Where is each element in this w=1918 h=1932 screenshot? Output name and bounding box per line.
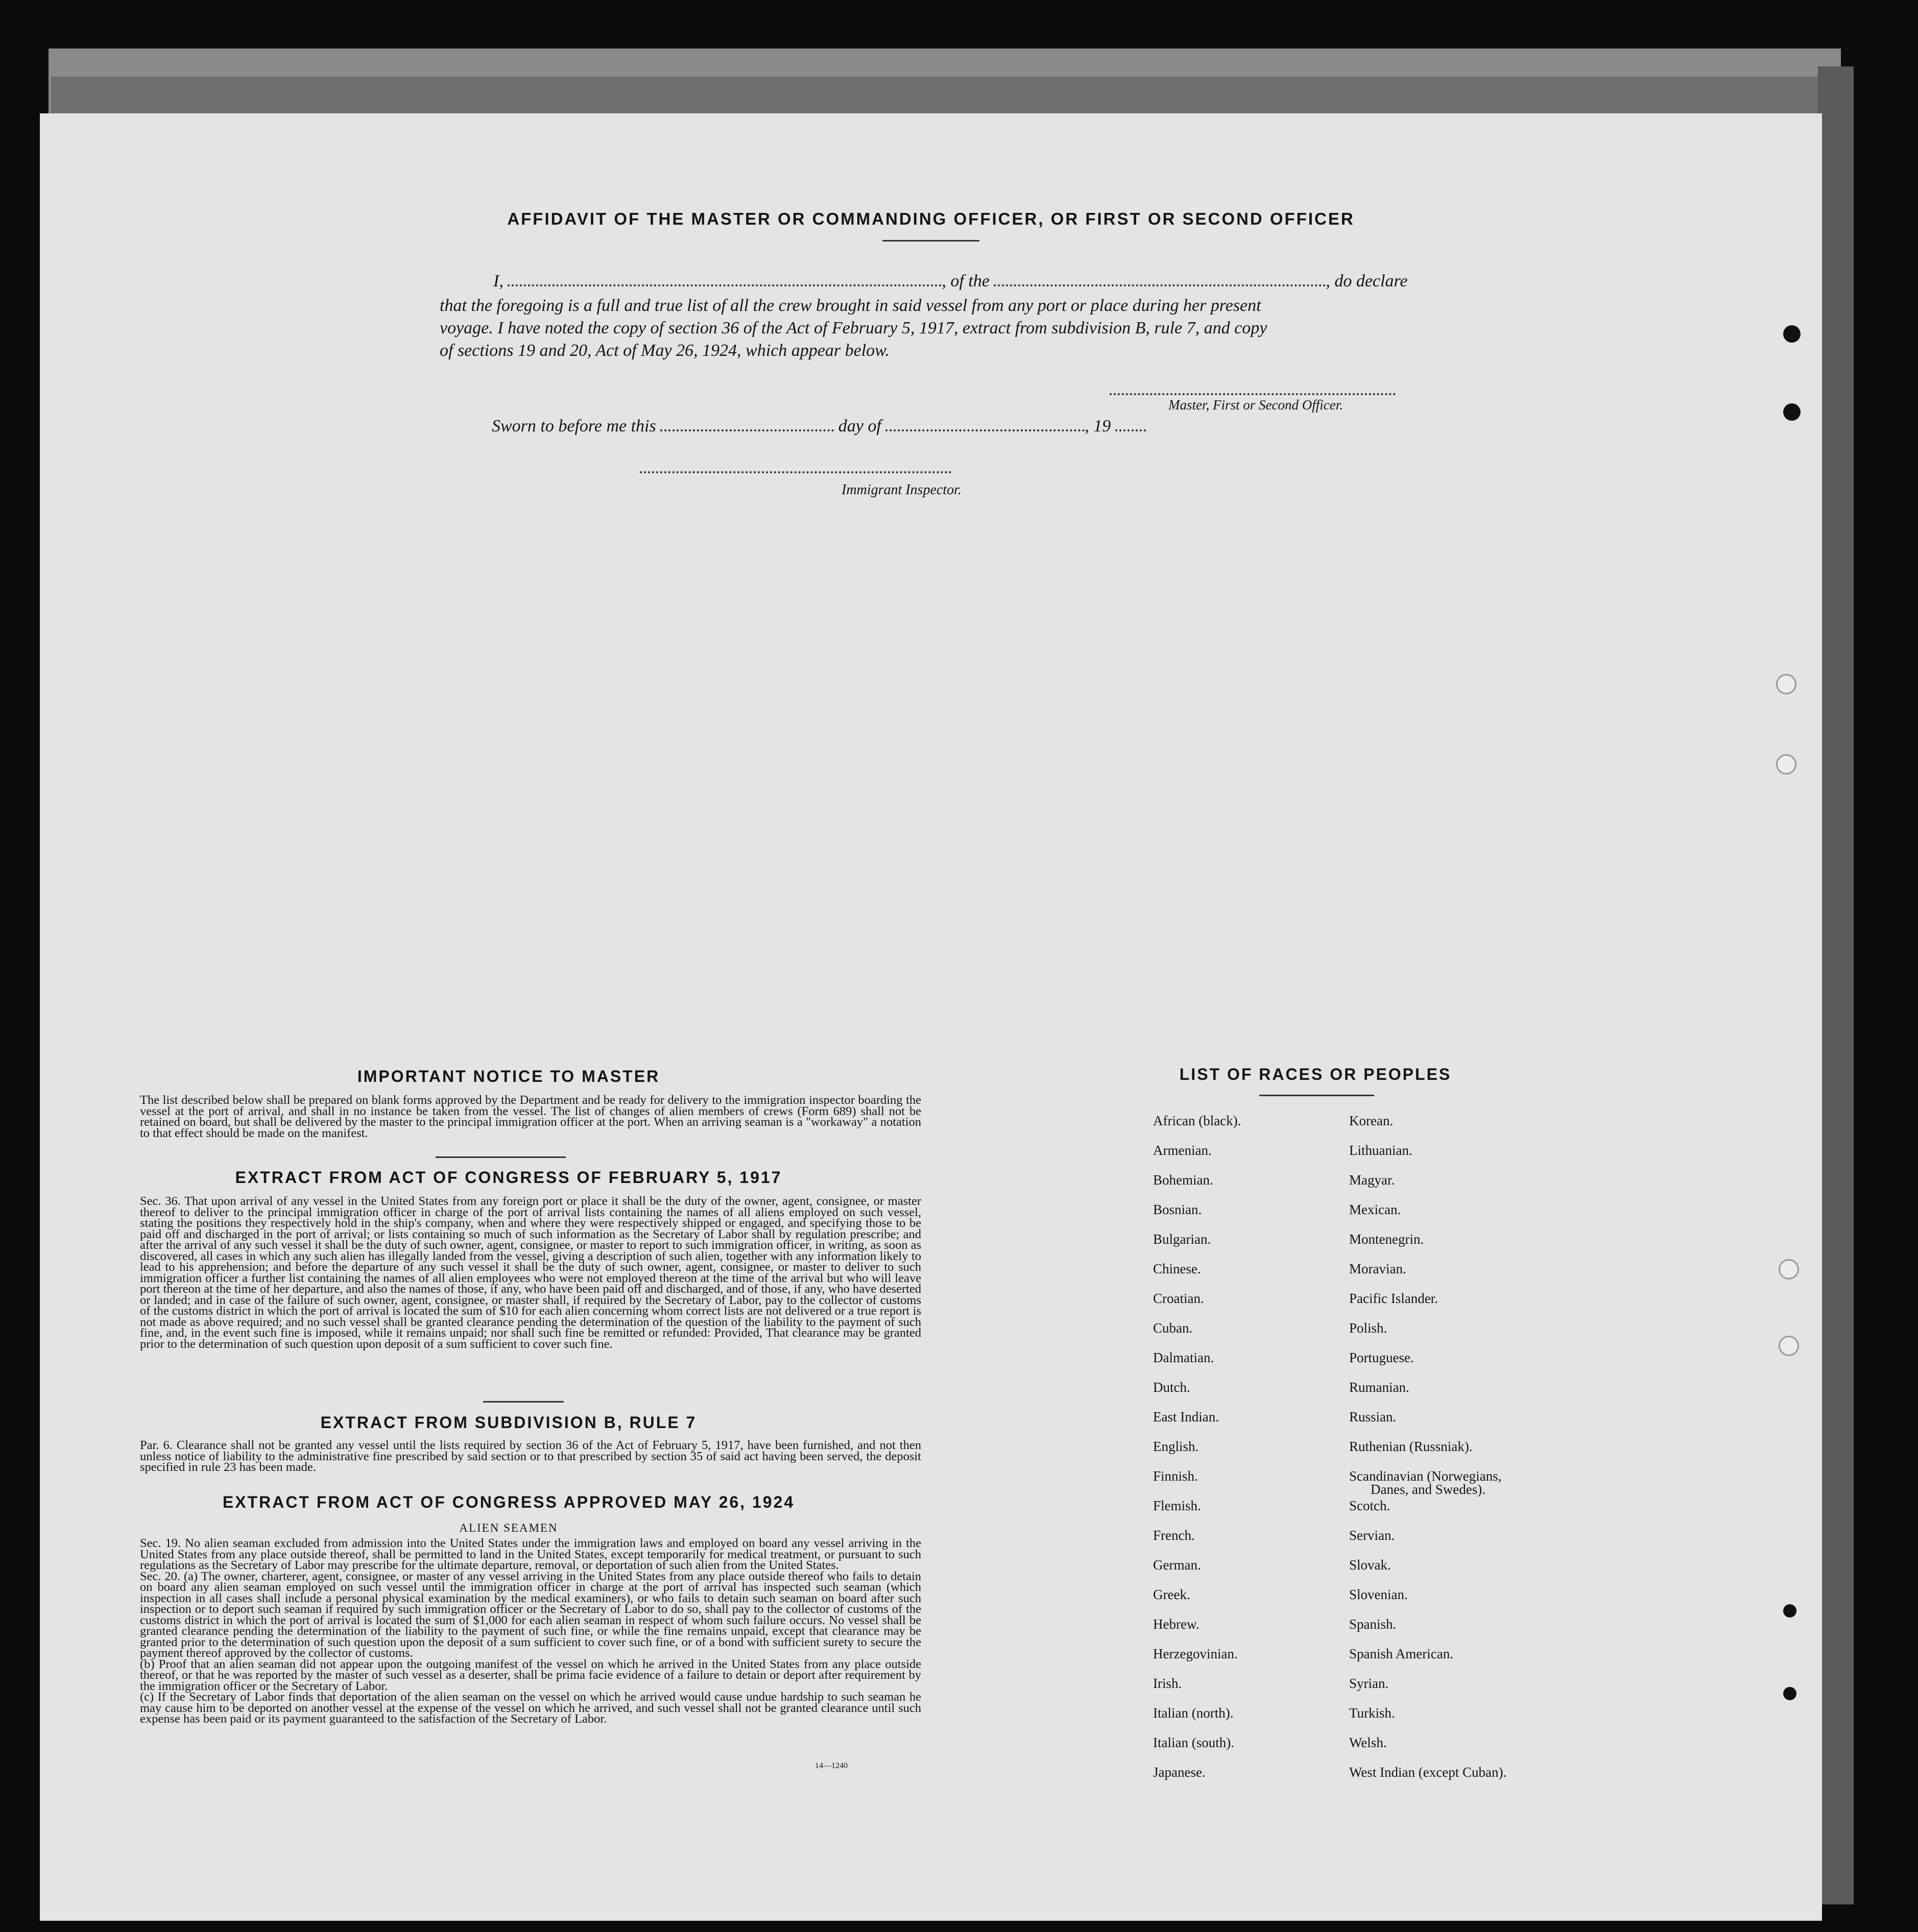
race-item: Dutch.	[1153, 1380, 1190, 1395]
race-item: Spanish American.	[1349, 1646, 1453, 1661]
race-item: Bohemian.	[1153, 1172, 1213, 1188]
extract-1924-title: EXTRACT FROM ACT OF CONGRESS APPROVED MAY 26, 1924	[222, 1493, 795, 1511]
affidavit-line-2: that the foregoing is a full and true list of all the crew brought in said vessel from any port or place during her present	[440, 296, 1261, 315]
inspector-label: Immigrant Inspector.	[842, 482, 962, 498]
race-item: Finnish.	[1153, 1468, 1198, 1484]
races-column-1	[1153, 1113, 1368, 1792]
race-item: Turkish.	[1349, 1705, 1395, 1721]
race-item: Moravian.	[1349, 1261, 1406, 1276]
race-item: Greek.	[1153, 1587, 1190, 1602]
race-item: Rumanian.	[1349, 1380, 1409, 1395]
race-item: French.	[1153, 1528, 1195, 1543]
races-column-2	[1349, 1113, 1604, 1792]
affidavit-i-label: I,	[493, 272, 504, 291]
race-item: Irish.	[1153, 1676, 1182, 1691]
affidavit-of-the: , of the	[942, 272, 990, 291]
sworn-year-field[interactable]	[1115, 429, 1146, 431]
race-item: Korean.	[1349, 1113, 1394, 1128]
binder-clip	[1783, 1604, 1796, 1617]
races-title: LIST OF RACES OR PEOPLES	[1179, 1065, 1452, 1083]
race-item: Hebrew.	[1153, 1616, 1200, 1632]
affidavit-line-1	[493, 272, 1474, 291]
notice-rule	[436, 1156, 566, 1158]
sworn-line	[492, 417, 1146, 436]
officer-signature-label: Master, First or Second Officer.	[1168, 397, 1343, 413]
form-number: 14—1240	[815, 1761, 848, 1770]
sworn-day-of: day of	[838, 417, 881, 436]
officer-signature-field[interactable]	[1110, 393, 1396, 395]
race-item: Italian (south).	[1153, 1735, 1234, 1750]
subdivision-title: EXTRACT FROM SUBDIVISION B, RULE 7	[320, 1413, 697, 1432]
race-item: Russian.	[1349, 1409, 1397, 1424]
sworn-year-label: , 19	[1085, 417, 1111, 436]
form-page	[40, 113, 1822, 1921]
back-sheet-edge	[1818, 66, 1854, 1904]
binder-clip	[1783, 403, 1801, 421]
race-item: Mexican.	[1349, 1202, 1401, 1217]
race-item: Ruthenian (Russniak).	[1349, 1439, 1473, 1454]
sworn-label: Sworn to before me this	[492, 417, 656, 436]
officer-name-field[interactable]	[508, 284, 942, 286]
binder-hole	[1776, 754, 1796, 775]
race-item: Dalmatian.	[1153, 1350, 1214, 1365]
race-item: Croatian.	[1153, 1291, 1204, 1306]
affidavit-do-declare: , do declare	[1326, 272, 1408, 291]
race-item: Magyar.	[1349, 1172, 1395, 1188]
affidavit-title: AFFIDAVIT OF THE MASTER OR COMMANDING OFFICER, OR FIRST OR SECOND OFFICER	[507, 209, 1355, 228]
race-item: Bosnian.	[1153, 1202, 1202, 1217]
race-item: Welsh.	[1349, 1735, 1387, 1750]
race-item: Pacific Islander.	[1349, 1291, 1438, 1306]
race-item: West Indian (except Cuban).	[1349, 1765, 1507, 1780]
race-item: Syrian.	[1349, 1676, 1389, 1691]
race-item: Montenegrin.	[1349, 1231, 1424, 1247]
race-item: Chinese.	[1153, 1261, 1201, 1276]
race-item: English.	[1153, 1439, 1199, 1454]
race-item: Scotch.	[1349, 1498, 1390, 1513]
race-item: Scandinavian (Norwegians,	[1349, 1468, 1502, 1484]
race-item: Herzegovinian.	[1153, 1646, 1238, 1661]
notice-title: IMPORTANT NOTICE TO MASTER	[357, 1067, 660, 1085]
binder-hole	[1776, 674, 1796, 694]
race-item: Japanese.	[1153, 1765, 1206, 1780]
race-item: Polish.	[1349, 1320, 1387, 1336]
race-item: East Indian.	[1153, 1409, 1219, 1424]
notice-text: The list described below shall be prepared on blank forms approved by the Department and be ready for delivery to the immigration inspector boarding the vessel at the port of arrival, and shall in no instance be taken from the vessel. The list of changes of alien members of crews (Form 689) shall not be retained on board, but shall be delivered by the master to the principal immigration officer at the port. When an arriving seaman is a "workaway" a notation to that effect should be made on the manifest.	[140, 1093, 921, 1140]
extract-1917-rule	[483, 1401, 564, 1403]
sec-19-text: Sec. 19. No alien seaman excluded from admission into the United States under the immigration laws and employed on board any vessel arriving in the United States from any place outside thereof, shall be permitted to land in the United States, except temporarily for medical treatment, or pursuant to such regulations as the Secretary of Labor may prescribe for the ultimate departure, removal, or deportation of such alien from the United States.	[140, 1536, 921, 1572]
back-sheet-2	[51, 77, 1823, 117]
race-item: Portuguese.	[1349, 1350, 1414, 1365]
extract-1924-subtitle: ALIEN SEAMEN	[459, 1522, 558, 1534]
extract-1924-text	[140, 1538, 921, 1725]
race-item: Italian (north).	[1153, 1705, 1234, 1721]
race-item: German.	[1153, 1557, 1201, 1573]
affidavit-line-3: voyage. I have noted the copy of section 36 of the Act of February 5, 1917, extract from subdivision B, rule 7, and copy	[440, 319, 1267, 337]
extract-1917-title: EXTRACT FROM ACT OF CONGRESS OF FEBRUARY 5, 1917	[235, 1168, 782, 1187]
race-item: Servian.	[1349, 1528, 1395, 1543]
affidavit-line-4: of sections 19 and 20, Act of May 26, 1924, which appear below.	[440, 341, 890, 360]
sec-20c-text: (c) If the Secretary of Labor finds that deportation of the alien seaman on the vessel on which he arrived would cause undue hardship to such seaman he may cause him to be deported on another vessel at the expense of the vessel on which he arrived, and such vessel shall not be granted clearance until such expense has been paid or its payment guaranteed to the satisfaction of the Secretary of Labor.	[140, 1690, 921, 1726]
sworn-month-field[interactable]	[885, 429, 1085, 431]
vessel-name-field[interactable]	[994, 284, 1326, 286]
affidavit-title-rule	[882, 240, 979, 242]
sec-20b-text: (b) Proof that an alien seaman did not appear upon the outgoing manifest of the vessel on which he arrived in the United States from any place outside thereof, or that he was reported by the master of such vessel as a deserter, shall be prima facie evidence of a failure to detain or deport after requirement by the immigration officer or the Secretary of Labor.	[140, 1657, 921, 1693]
race-item: Bulgarian.	[1153, 1231, 1211, 1247]
race-item: African (black).	[1153, 1113, 1241, 1128]
race-item: Cuban.	[1153, 1320, 1193, 1336]
binder-hole	[1779, 1259, 1799, 1279]
race-item: Lithuanian.	[1349, 1143, 1412, 1158]
race-item: Flemish.	[1153, 1498, 1201, 1513]
sec-20a-text: Sec. 20. (a) The owner, charterer, agent, consignee, or master of any vessel arriving in the United States from any place outside thereof who fails to detain on board any alien seaman employed on such vessel until the immigration officer in charge at the port of arrival has inspected such seaman (which inspection in all cases shall include a personal physical examination by the medical examiners), or who fails to detain such seaman on board after such inspection or to deport such seaman if required by such immigration officer or the Secretary of Labor to do so, shall pay to the collector of customs of the customs district in which the port of arrival is located the sum of $1,000 for each alien seaman in respect of whom such failure occurs. No vessel shall be granted clearance pending the determination of the liability to the payment of such fine, or while the fine remains unpaid, except that clearance may be granted prior to the determination of such question upon the deposit of a sum sufficient to cover such fine, or of a bond with sufficient surety to secure the payment thereof approved by the collector of customs.	[140, 1569, 921, 1660]
race-item: Slovenian.	[1349, 1587, 1408, 1602]
race-item: Slovak.	[1349, 1557, 1391, 1573]
inspector-signature-field[interactable]	[640, 471, 951, 473]
sworn-day-field[interactable]	[660, 429, 834, 431]
races-title-rule	[1259, 1095, 1374, 1096]
race-item: Spanish.	[1349, 1616, 1397, 1632]
binder-hole	[1779, 1336, 1799, 1356]
extract-1917-text: Sec. 36. That upon arrival of any vessel in the United States from any foreign port or place it shall be the duty of the owner, agent, consignee, or master thereof to deliver to the principal immigration officer in charge of the port of arrival lists containing the names of all aliens employed on such vessel, stating the positions they respectively hold in the ship's company, when and where they were respectively shipped or engaged, and specifying those to be paid off and discharged in the port of arrival; or lists containing so much of such information as the Secretary of Labor shall by regulation prescribe; and after the arrival of any such vessel it shall be the duty of such owner, agent, consignee, or master to report to such immigration officer, in writing, as soon as discovered, all cases in which any such alien has illegally landed from the vessel, giving a description of such alien, together with any information likely to lead to his apprehension; and before the departure of any such vessel it shall be the duty of such owner, agent, consignee, or master to deliver to such immigration officer a further list containing the names of all alien employees who were not employed thereon at the time of the arrival but who will leave port thereon at the time of her departure, and also the names of those, if any, who have been paid off and discharged, and of those, if any, who have deserted or landed; and in case of the failure of such owner, agent, consignee, or master shall, if required by the Secretary of Labor, pay to the collector of customs of the customs district in which the port of arrival is located the sum of $10 for each alien concerning whom correct lists are not delivered or a true report is not made as above required; and no such vessel shall be granted clearance pending the determination of the question of the liability to the payment of such fine, and, in the event such fine is imposed, while it remains unpaid; nor shall such fine be remitted or refunded: Provided, That clearance may be granted prior to the determination of such question upon deposit of a sum sufficient to cover such fine.	[140, 1194, 921, 1351]
binder-clip	[1783, 325, 1801, 343]
binder-clip	[1783, 1687, 1796, 1700]
race-item: Danes, and Swedes).	[1371, 1482, 1485, 1497]
subdivision-text: Par. 6. Clearance shall not be granted any vessel until the lists required by section 36 of the Act of February 5, 1917, have been furnished, and not then unless notice of liability to the administrative fine prescribed by said section or to that prescribed by section 35 of said act having been served, the deposit specified in rule 23 has been made.	[140, 1438, 921, 1474]
race-item: Armenian.	[1153, 1143, 1212, 1158]
